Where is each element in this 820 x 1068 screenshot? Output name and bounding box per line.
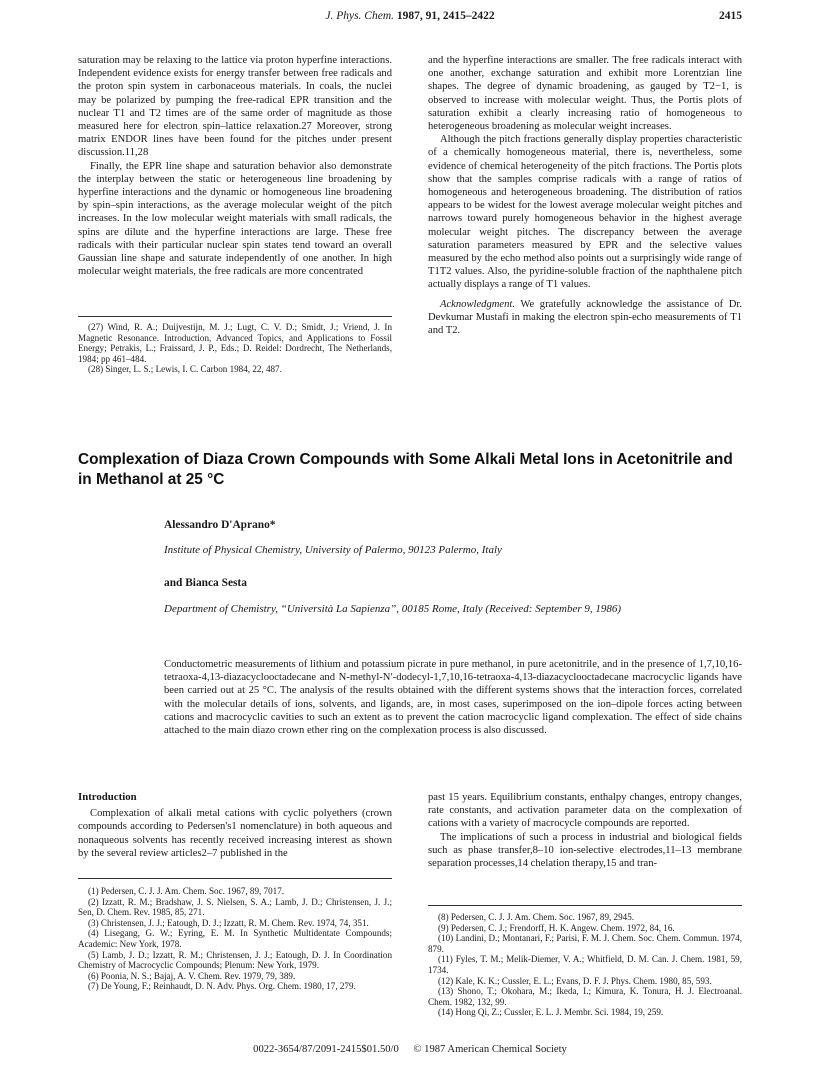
section-heading: Introduction: [78, 791, 137, 803]
reference: (4) Lisegang, G. W.; Eyring, E. M. In Synthetic Multidentate Compounds; Academic: New York, 1978.: [78, 928, 392, 949]
reference: (14) Hong Qi, Z.; Cussler, E. L. J. Membr. Sci. 1984, 19, 259.: [438, 1007, 664, 1018]
running-header: [78, 10, 742, 26]
author-2: and Bianca Sesta: [164, 577, 247, 589]
prev-article-footnotes: [78, 322, 392, 375]
reference: (8) Pedersen, C. J. J. Am. Chem. Soc. 1967, 89, 2945.: [438, 912, 635, 922]
footnote-divider: [78, 316, 392, 317]
reference: (7) De Young, F.; Reinhaudt, D. N. Adv. Phys. Org. Chem. 1980, 17, 279.: [88, 981, 356, 992]
footnote: (27) Wind, R. A.; Duijvestijn, M. J.; Lugt, C. V. D.; Smidt, J.; Vriend, J. In Magnetic Resonance. Introduction, Advanced Topics, and Applications to Fossil Energy; Petrakis, L.; Fraissard, J. P., Eds.; D. Reidel: Dordrecht, The Netherlands, 1984; pp 461–484.: [78, 322, 392, 364]
article-code: 0022-3654/87/2091-2415$01.50/0: [253, 1044, 399, 1055]
body-paragraph: The implications of such a process in industrial and biological fields such as phase transfer,8–10 ion-selective electrodes,11–13 membrane separation processes,14 chelation therapy,15 and tran-: [428, 831, 742, 870]
article-title: Complexation of Diaza Crown Compounds with Some Alkali Metal Ions in Acetonitrile and in Methanol at 25 °C: [78, 451, 733, 488]
page-number: 2415: [719, 10, 742, 22]
volume-pages: 1987, 91, 2415–2422: [396, 10, 495, 22]
footnote-divider: [78, 878, 392, 879]
body-paragraph: saturation may be relaxing to the lattice via proton hyperfine interactions. Independent evidence exists for energy transfer between free radicals and the proton spin system in carbonaceous materials. In coals, the nuclei may be polarized by pumping the free-radical EPR transition and the nuclear T1 and T2 times are of the same order of magnitude as those measured here for electron spin–lattice relaxation.27 Moreover, strong matrix ENDOR lines have been found for the pitches under present discussion.11,28: [78, 55, 392, 159]
body-paragraph: Although the pitch fractions generally display properties characteristic of a chemically homogeneous material, there is, nevertheless, some evidence of chemical heterogeneity of the pitch fractions. The Portis plots show that the samples comprise radicals with a range of ratios of homogeneous and heterogeneous broadening. The distribution of ratios appears to be widest for the lowest average molecular weight pitches and narrows toward purely homogeneous behavior in the highest average molecular weight pitches. The discrepancy between the average saturation parameters measured by EPR and the selective values measured by the echo method also points out a surprisingly wide range of T1T2 values. Also, the pyridine-soluble fraction of the naphthalene pitch actually displays a range of T1 values.: [428, 134, 742, 291]
intro-left-column: [78, 791, 392, 860]
footnote-divider: [428, 905, 742, 906]
references-right: [428, 912, 742, 1018]
reference: (2) Izzatt, R. M.; Bradshaw, J. S. Nielsen, S. A.; Lamb, J. D.; Christensen, J. J.; Sen, D. Chem. Rev. 1985, 85, 271.: [78, 896, 392, 918]
references-left: [78, 886, 392, 992]
prev-article-right-column: [428, 54, 742, 337]
journal-citation: [78, 10, 742, 22]
reference: (6) Poonia, N. S.; Bajaj, A. V. Chem. Rev. 1979, 79, 389.: [88, 970, 296, 981]
body-paragraph: past 15 years. Equilibrium constants, enthalpy changes, entropy changes, rate constants, and activation parameter data on the complexation of cations with a variety of macrocycle compounds are reported.: [428, 792, 742, 830]
acknowledgment-text: We gratefully acknowledge the assistance of Dr. Devkumar Mustafi in making the electron spin-echo measurements of T1 and T2.: [428, 298, 742, 337]
acknowledgment: [428, 298, 742, 338]
reference: (3) Christensen, J. J.; Eatough, D. J.; Izzatt, R. M. Chem. Rev. 1974, 74, 351.: [88, 917, 369, 928]
affiliation-2: Department of Chemistry, “Università La Sapienza”, 00185 Rome, Italy (Received: September 9, 1986): [164, 603, 622, 615]
copyright: © 1987 American Chemical Society: [413, 1044, 567, 1055]
footnote: (28) Singer, L. S.; Lewis, I. C. Carbon 1984, 22, 487.: [88, 364, 282, 375]
reference: (12) Kale, K. K.; Cussler, E. L.; Evans, D. F. J. Phys. Chem. 1980, 85, 593.: [438, 975, 712, 986]
body-paragraph: Finally, the EPR line shape and saturation behavior also demonstrate the interplay between the static or heterogeneous line broadening by hyperfine interactions and the dynamic or homogeneous line broadening by spin–spin interactions, as the average molecular weight of the pitch increases. In the low molecular weight materials with small radicals, the spins are dilute and the hyperfine interactions are large. These free radicals with their particular nuclear spin states tend toward an overall Gaussian line shape and saturate independently of one another. In high molecular weight materials, the free radicals are more concentrated: [78, 160, 392, 278]
prev-article-left-column: [78, 54, 392, 278]
abstract: Conductometric measurements of lithium and potassium picrate in pure methanol, in pure acetonitrile, and in the presence of 1,7,10,16-tetraoxa-4,13-diazacyclooctadecane and N-methyl-N′-dodecyl-1,7,10,16-tetraoxa-4,13-diazacyclooctadecane macrocyclic ligands have been carried out at 25 °C. The analysis of the results obtained with the different systems shows that the interaction forces, correlated with the molecular details of ions, solvents, and ligands, are, in most cases, superimposed on the ion–dipole forces acting between cations and macrocyclic cavities to such an extent as to prevent the cation macrocyclic ligand complexation. The effect of side chains attached to the main diazo crown ether ring on the complexation process is also discussed.: [164, 659, 742, 737]
intro-right-column: [428, 791, 742, 870]
reference: (5) Lamb, J. D.; Izzatt, R. M.; Christensen, J. J.; Eatough, D. J. In Coordination Chemistry of Macrocyclic Compounds; Plenum: New York, 1979.: [78, 949, 392, 971]
reference: (1) Pedersen, C. J. J. Am. Chem. Soc. 1967, 89, 7017.: [88, 886, 285, 896]
reference: (9) Pedersen, C. J.; Frendorff, H. K. Angew. Chem. 1972, 84, 16.: [438, 922, 675, 933]
acknowledgment-label: Acknowledgment.: [440, 298, 516, 310]
affiliation-1: Institute of Physical Chemistry, University of Palermo, 90123 Palermo, Italy: [164, 544, 502, 556]
body-paragraph: and the hyperfine interactions are smaller. The free radicals interact with one another, exchange saturation and exhibit more Lorentzian line shapes. The degree of dynamic broadening, as gauged by T2−1, is observed to increase with molecular weight. Thus, the Portis plots of saturation exhibit a clearly increasing ratio of homogeneous to heterogeneous broadening as molecular weight increases.: [428, 55, 742, 133]
reference: (11) Fyles, T. M.; Melik-Diemer, V. A.; Whitfield, D. M. Can. J. Chem. 1981, 59, 1734.: [428, 954, 742, 975]
author-1: Alessandro D'Aprano*: [164, 519, 276, 531]
journal-name: J. Phys. Chem.: [325, 10, 395, 22]
reference: (10) Landini, D.; Montanari, F.; Parisi, F. M. J. Chem. Soc. Chem. Commun. 1974, 879.: [428, 933, 742, 954]
reference: (13) Shono, T.; Okohara, M.; Ikeda, I.; Kimura, K. Tonura, H. J. Electroanal. Chem. 1982, 132, 99.: [428, 986, 742, 1007]
page-footer: [78, 1044, 742, 1055]
body-paragraph: Complexation of alkali metal cations with cyclic polyethers (crown compounds according to Pedersen's1 nomenclature) in both aqueous and nonaqueous solvents has recently received increasing interest as shown by the several review articles2–7 published in the: [78, 808, 392, 859]
